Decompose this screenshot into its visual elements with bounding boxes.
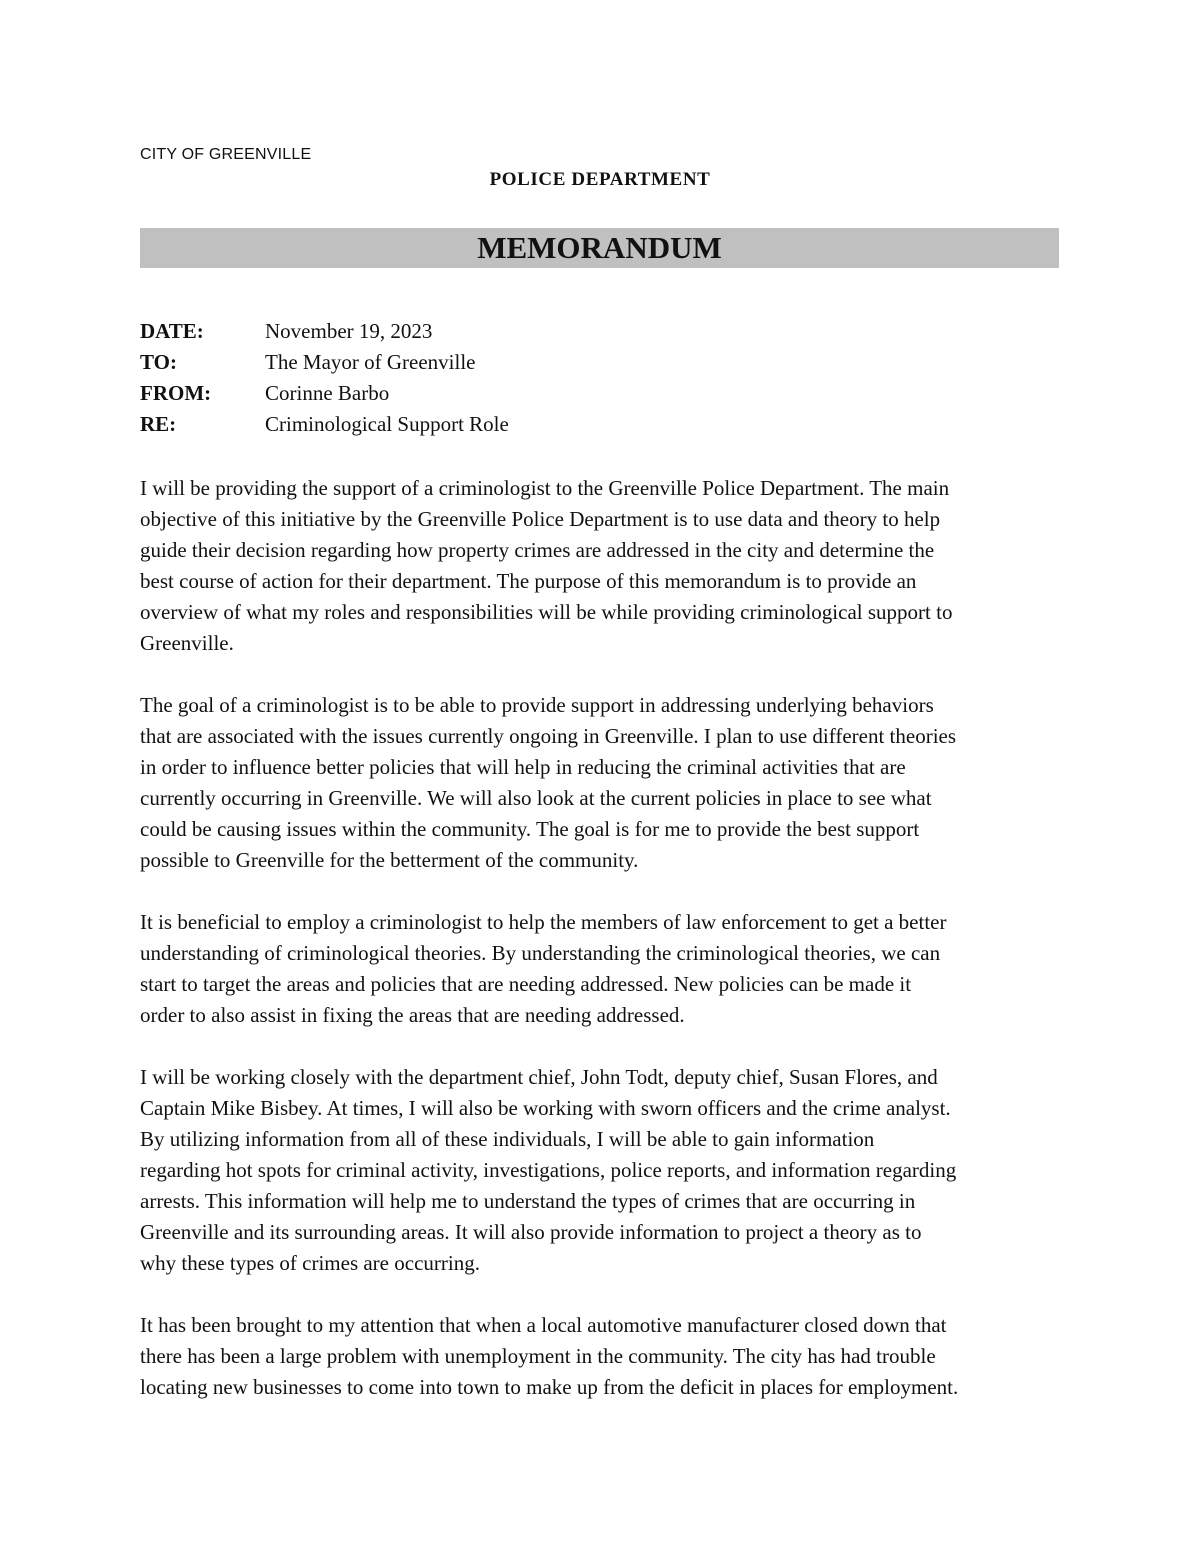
paragraph-2 — [140, 690, 1060, 876]
memo-body — [140, 473, 1060, 1403]
department-name: POLICE DEPARTMENT — [489, 169, 711, 190]
to-value: The Mayor of Greenville — [265, 350, 476, 374]
date-label: DATE: — [140, 319, 204, 343]
body-line: start to target the areas and policies that are needing addressed. New policies can be made it — [140, 972, 912, 996]
body-line: why these types of crimes are occurring. — [140, 1251, 480, 1275]
date-value: November 19, 2023 — [265, 319, 433, 343]
body-line: objective of this initiative by the Greenville Police Department is to use data and theory to help — [140, 507, 941, 531]
body-line: there has been a large problem with unemployment in the community. The city has had trouble — [140, 1344, 936, 1368]
body-line: I will be providing the support of a criminologist to the Greenville Police Department. The main — [140, 476, 950, 500]
body-line: currently occurring in Greenville. We will also look at the current policies in place to see what — [140, 786, 932, 810]
body-line: regarding hot spots for criminal activity, investigations, police reports, and information regarding — [140, 1158, 957, 1182]
body-line: that are associated with the issues currently ongoing in Greenville. I plan to use different theories — [140, 724, 957, 748]
body-line: possible to Greenville for the betterment of the community. — [140, 848, 639, 872]
from-value: Corinne Barbo — [265, 381, 390, 405]
body-line: guide their decision regarding how property crimes are addressed in the city and determine the — [140, 538, 935, 562]
paragraph-3 — [140, 907, 1060, 1031]
body-line: It is beneficial to employ a criminologist to help the members of law enforcement to get a better — [140, 910, 947, 934]
from-label: FROM: — [140, 381, 212, 405]
body-line: I will be working closely with the department chief, John Todt, deputy chief, Susan Flores, and — [140, 1065, 938, 1089]
memo-title: MEMORANDUM — [477, 230, 722, 265]
body-line: Greenville and its surrounding areas. It will also provide information to project a theory as to — [140, 1220, 922, 1244]
memo-title-band — [140, 228, 1059, 268]
body-line: could be causing issues within the community. The goal is for me to provide the best support — [140, 817, 920, 841]
body-line: arrests. This information will help me to understand the types of crimes that are occurring in — [140, 1189, 916, 1213]
re-value: Criminological Support Role — [265, 412, 509, 436]
paragraph-4 — [140, 1062, 1060, 1279]
body-line: best course of action for their department. The purpose of this memorandum is to provide an — [140, 569, 917, 593]
body-line: overview of what my roles and responsibilities will be while providing criminological support to — [140, 600, 953, 624]
body-line: It has been brought to my attention that when a local automotive manufacturer closed down that — [140, 1313, 947, 1337]
to-label: TO: — [140, 350, 177, 374]
body-line: in order to influence better policies that will help in reducing the criminal activities that are — [140, 755, 906, 779]
city-name: CITY OF GREENVILLE — [140, 146, 312, 163]
paragraph-5 — [140, 1310, 1060, 1403]
body-line: Greenville. — [140, 631, 234, 655]
body-line: By utilizing information from all of these individuals, I will be able to gain information — [140, 1127, 875, 1151]
body-line: Captain Mike Bisbey. At times, I will also be working with sworn officers and the crime analyst. — [140, 1096, 951, 1120]
re-label: RE: — [140, 412, 177, 436]
paragraph-1 — [140, 473, 1060, 659]
body-line: order to also assist in fixing the areas that are needing addressed. — [140, 1003, 685, 1027]
body-line: locating new businesses to come into town to make up from the deficit in places for employment. — [140, 1375, 959, 1399]
body-line: The goal of a criminologist is to be able to provide support in addressing underlying behaviors — [140, 693, 934, 717]
body-line: understanding of criminological theories. By understanding the criminological theories, we can — [140, 941, 941, 965]
